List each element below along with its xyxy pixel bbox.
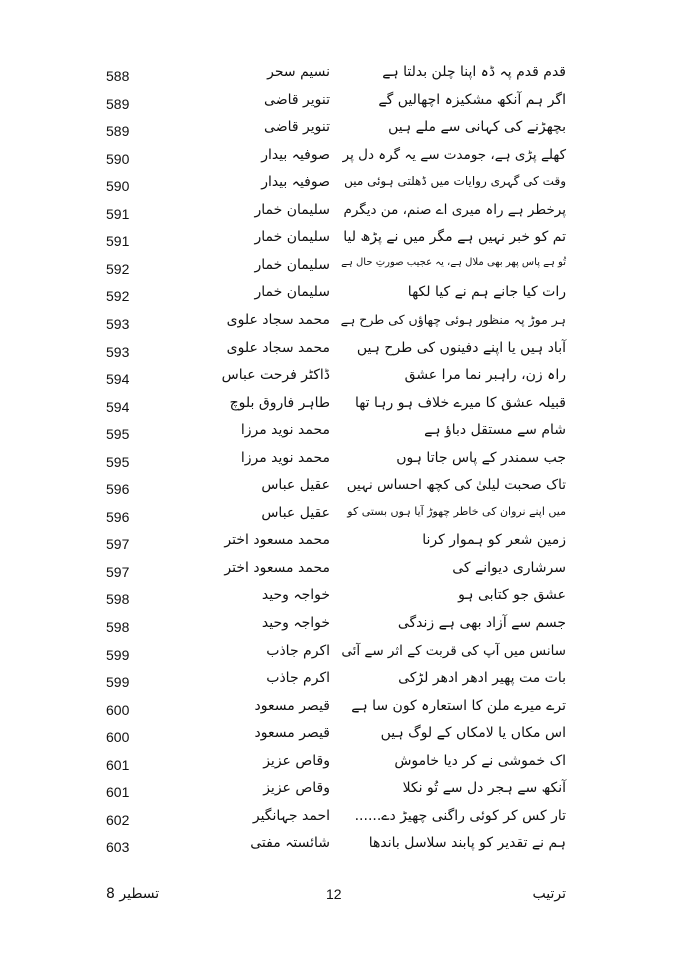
toc-title: ہر موڑ پہ منظور ہوئی چھاؤں کی طرح ہے [340,312,566,327]
toc-page-number: 599 [106,674,130,690]
toc-row [0,119,676,145]
toc-author: قیصر مسعود [254,698,330,714]
toc-page-number: 591 [106,233,130,249]
toc-page-number: 601 [106,757,130,773]
toc-title: اگر ہم آنکھ مشکیزہ اچھالیں گے [378,92,566,108]
toc-author: نسیم سحر [267,64,330,80]
toc-page-number: 595 [106,426,130,442]
toc-page-number: 600 [106,729,130,745]
toc-title: میں اپنے نروان کی خاطر چھوڑ آیا ہوں بستی کو [347,505,566,518]
toc-author: خواجہ وحید [261,615,330,631]
toc-author: محمد نوید مرزا [240,450,330,466]
footer-page-number: 12 [326,886,342,902]
toc-title: بات مت پھیر ادھر ادھر لڑکی [398,670,566,686]
toc-author: سلیمان خمار [254,257,330,273]
footer-journal-name: تسطیر 8 [106,886,160,902]
toc-title: تُو ہے پاس پھر بھی ملال ہے، یہ عجیب صورتِ حال ہے [341,257,566,268]
toc-row [0,505,676,531]
toc-page-number: 597 [106,536,130,552]
toc-row [0,147,676,173]
toc-author: محمد مسعود اختر [224,560,330,576]
toc-page-number: 589 [106,96,130,112]
toc-row [0,202,676,228]
toc-row [0,560,676,586]
toc-author: عقیل عباس [261,477,330,493]
toc-title: زمین شعر کو ہموار کرنا [422,532,566,548]
toc-page-number: 594 [106,399,130,415]
toc-page-number: 593 [106,316,130,332]
toc-author: عقیل عباس [261,505,330,521]
toc-title: سانس میں آپ کی قربت کے اثر سے آئی [341,643,566,659]
toc-author: خواجہ وحید [261,587,330,603]
toc-title: قبیلہ عشق کا میرے خلاف ہو رہا تھا [354,395,566,411]
toc-page-number: 599 [106,647,130,663]
toc-author: محمد سجاد علوی [226,312,330,328]
toc-row [0,477,676,503]
toc-page-number: 589 [106,123,130,139]
toc-title: اک خموشی نے کر دیا خاموش [394,753,566,769]
toc-page-number: 600 [106,702,130,718]
toc-row [0,367,676,393]
toc-author: قیصر مسعود [254,725,330,741]
toc-row [0,395,676,421]
toc-row [0,532,676,558]
toc-title: پرخطر ہے راہ میری اے صنم، من دیگرم [343,202,566,218]
toc-page-number: 602 [106,812,130,828]
toc-author: ڈاکٹر فرحت عباس [221,367,330,383]
toc-author: وقاص عزیز [263,780,330,796]
toc-page-number: 588 [106,68,130,84]
toc-page-number: 596 [106,481,130,497]
toc-row [0,698,676,724]
toc-row [0,92,676,118]
toc-page-number: 601 [106,784,130,800]
toc-author: اکرم جاذب [266,670,330,686]
toc-row [0,64,676,90]
toc-author: طاہر فاروق بلوچ [229,395,330,411]
toc-title: بچھڑنے کی کہانی سے ملے ہیں [388,119,566,135]
toc-page-number: 598 [106,619,130,635]
toc-page-number: 590 [106,151,130,167]
toc-title: سرشاری دیوانے کی [452,560,566,576]
toc-row [0,229,676,255]
toc-title: ترے میرے ملن کا استعارہ کون سا ہے [351,698,566,714]
toc-author: تنویر قاضی [264,92,330,108]
toc-title: راہ زن، راہبر نما مرا عشق [404,367,566,383]
toc-row [0,257,676,283]
toc-author: اکرم جاذب [266,643,330,659]
toc-row [0,835,676,861]
toc-page-number: 597 [106,564,130,580]
toc-page-number: 596 [106,509,130,525]
toc-page-number: 593 [106,344,130,360]
toc-title: تاک صحبت لیلیٰ کی کچھ احساس نہیں [346,477,566,493]
toc-row [0,340,676,366]
toc-title: آباد ہیں یا اپنے دفینوں کی طرح ہیں [356,340,566,356]
toc-row [0,450,676,476]
toc-page-number: 594 [106,371,130,387]
toc-row [0,422,676,448]
toc-row [0,615,676,641]
toc-row [0,780,676,806]
toc-author: وقاص عزیز [263,753,330,769]
toc-page-number: 590 [106,178,130,194]
toc-author: صوفیہ بیدار [261,147,330,163]
toc-row [0,284,676,310]
toc-title: تار کس کر کوئی راگنی چھیڑ دے...... [354,808,566,824]
toc-author: محمد مسعود اختر [224,532,330,548]
toc-page-number: 591 [106,206,130,222]
toc-author: شائستہ مفتی [250,835,330,851]
toc-row [0,643,676,669]
toc-title: ہم نے تقدیر کو پابند سلاسل باندھا [368,835,566,851]
toc-row [0,174,676,200]
toc-row [0,753,676,779]
toc-row [0,312,676,338]
toc-author: صوفیہ بیدار [261,174,330,190]
toc-title: جسم سے آزاد بھی ہے زندگی [397,615,566,631]
toc-author: تنویر قاضی [264,119,330,135]
toc-title: اس مکاں یا لامکاں کے لوگ ہیں [380,725,566,741]
toc-title: جب سمندر کے پاس جاتا ہوں [396,450,566,466]
toc-author: سلیمان خمار [254,284,330,300]
toc-page-number: 592 [106,288,130,304]
toc-title: تم کو خبر نہیں ہے مگر میں نے پڑھ لیا [343,229,566,245]
footer-section-title: ترتیب [532,886,566,902]
toc-page-number: 595 [106,454,130,470]
toc-title: کھلے پڑی ہے، جومدت سے یہ گرہ دل پر [342,147,566,163]
toc-title: قدم قدم پہ ڈہ اپنا چلن بدلتا ہے [382,64,566,80]
toc-title: وقت کی گہری روایات میں ڈھلتی ہوئی میں [344,174,566,188]
toc-title: شام سے مستقل دباؤ ہے [424,422,566,438]
toc-row [0,587,676,613]
toc-page-number: 603 [106,839,130,855]
toc-author: احمد جہانگیر [252,808,330,824]
toc-title: آنکھ سے ہجر دل سے تُو نکلا [402,780,566,796]
toc-page-number: 592 [106,261,130,277]
toc-author: محمد سجاد علوی [226,340,330,356]
toc-author: سلیمان خمار [254,202,330,218]
toc-row [0,670,676,696]
toc-page-number: 598 [106,591,130,607]
toc-title: عشق جو کتابی ہو [458,587,566,603]
toc-author: سلیمان خمار [254,229,330,245]
toc-title: رات کیا جانے ہم نے کیا لکھا [407,284,566,300]
toc-row [0,725,676,751]
toc-row [0,808,676,834]
toc-author: محمد نوید مرزا [240,422,330,438]
